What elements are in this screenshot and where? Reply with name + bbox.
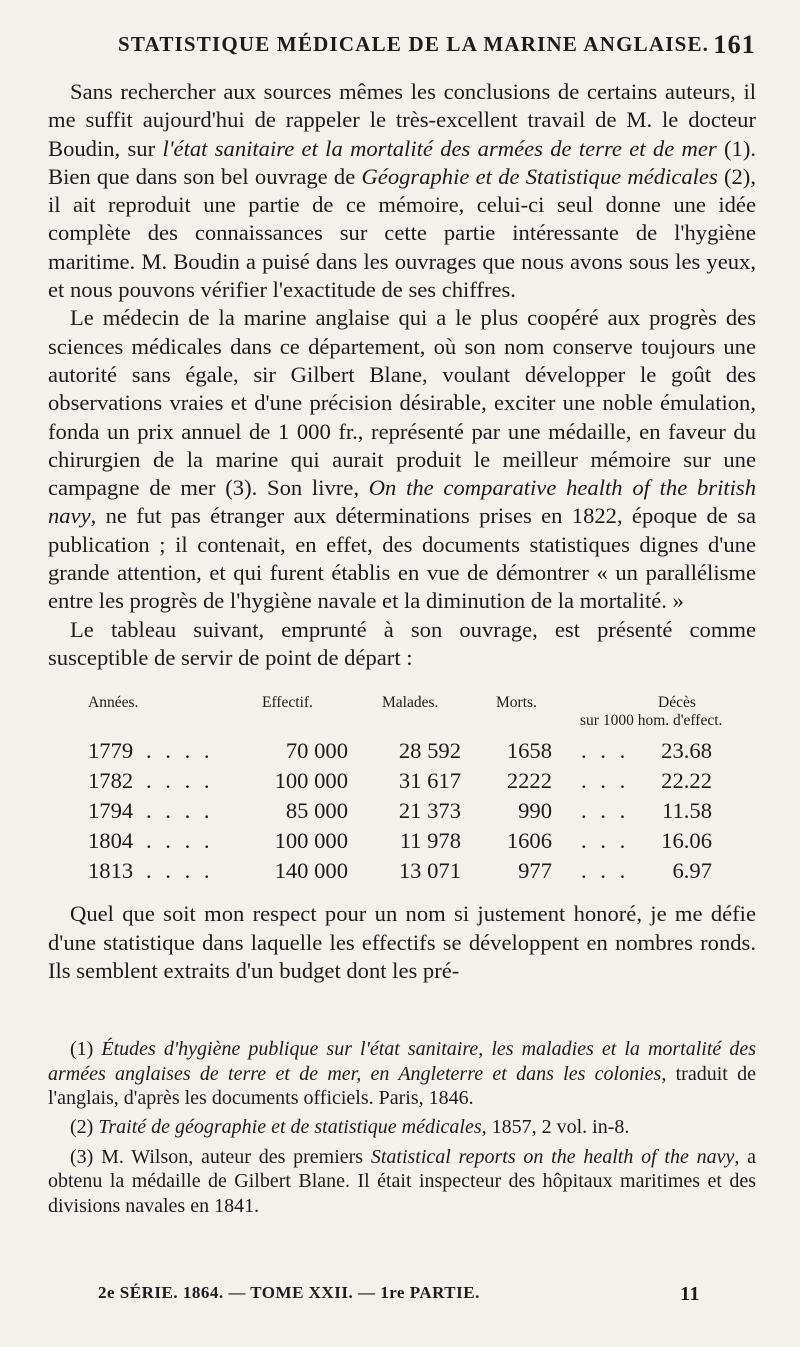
- table-row: [48, 828, 756, 856]
- paragraph: [48, 616, 756, 673]
- table-header-deces-sub: sur 1000 hom. d'effect.: [580, 712, 723, 730]
- cell-effectif: 140 000: [274, 858, 348, 884]
- leader-dots: . . .: [581, 828, 630, 854]
- leader-dots: . . . .: [146, 798, 214, 824]
- cell-morts: 977: [518, 858, 552, 884]
- footnote: [48, 1145, 756, 1218]
- cell-malades: 11 978: [399, 828, 461, 854]
- leader-dots: . . .: [581, 798, 630, 824]
- italic-run: Traité de géographie et de statistique médicales: [98, 1116, 482, 1139]
- footnotes: [48, 1037, 756, 1218]
- footnote: [48, 1037, 756, 1110]
- table-header-deces: Décès: [658, 694, 696, 712]
- table-header-year: Années.: [88, 694, 139, 712]
- italic-run: l'état sanitaire et la mortalité des armées de terre et de mer: [162, 135, 717, 161]
- text-run: Sans rechercher aux sources mêmes les conclusions de certains auteurs, il me suffit aujourd'hui de rappeler le très-excellent travail de M. le docteur Boudin, sur: [48, 79, 756, 161]
- book-page: [48, 30, 756, 1330]
- paragraph: [48, 78, 756, 304]
- table-header-effectif: Effectif.: [262, 694, 313, 712]
- cell-deces: 23.68: [661, 738, 712, 764]
- page-number: 161: [713, 30, 756, 59]
- text-run: , a obtenu la médaille de Gilbert Blane. Il était inspecteur des hôpitaux maritimes et des divisions navales en 1841.: [48, 1145, 756, 1217]
- text-run: (2), il ait reproduit une partie de ce mémoire, celui-ci seul donne une idée complète des connaissances sur cette partie intéressante de l'hygiène maritime. M. Boudin a puisé dans les ouvrages que nous avons sous les yeux, et nous pouvons vérifier l'exactitude de ses chiffres.: [48, 163, 756, 303]
- cell-malades: 13 071: [398, 858, 461, 884]
- cell-year: 1813: [88, 858, 134, 884]
- sheet-number: 11: [680, 1283, 700, 1305]
- leader-dots: . . .: [581, 738, 630, 764]
- cell-effectif: 100 000: [274, 828, 348, 854]
- text-run: (1): [70, 1038, 102, 1061]
- leader-dots: . . . .: [146, 768, 214, 794]
- paragraph: Quel que soit mon respect pour un nom si justement honoré, je me défie d'une statistique dans laquelle les effectifs se développent en nombres ronds. Ils semblent extraits d'un budget dont les pré-: [48, 901, 756, 983]
- cell-year: 1794: [88, 798, 134, 824]
- body-text: [48, 78, 756, 672]
- leader-dots: . . . .: [146, 858, 214, 884]
- cell-year: 1779: [88, 738, 134, 764]
- text-run: (2): [70, 1116, 99, 1139]
- table-row: [48, 798, 756, 826]
- italic-run: Géographie et de Statistique médicales: [361, 163, 718, 189]
- text-run: Le tableau suivant, emprunté à son ouvrage, est présenté comme susceptible de servir de point de départ :: [48, 616, 756, 670]
- text-run: , ne fut pas étranger aux déterminations prises en 1822, époque de sa publication ; il contenait, en effet, des documents statistiques dignes d'une grande attention, et qui furent établis en vue de démontrer « un parallélisme entre les progrès de l'hygiène navale et la diminution de la mortalité. »: [48, 503, 756, 614]
- text-run: (1). Bien que dans son bel ouvrage de: [48, 135, 756, 189]
- cell-effectif: 100 000: [274, 768, 348, 794]
- cell-deces: 22.22: [661, 768, 712, 794]
- cell-deces: 11.58: [662, 798, 712, 824]
- body-text-continued: [48, 900, 756, 985]
- cell-malades: 31 617: [398, 768, 461, 794]
- running-head: [48, 30, 756, 70]
- cell-year: 1804: [88, 828, 134, 854]
- cell-deces: 16.06: [661, 828, 712, 854]
- cell-malades: 21 373: [398, 798, 461, 824]
- paragraph: [48, 304, 756, 615]
- italic-run: Études d'hygiène publique sur l'état sanitaire, les maladies et la mortalité des armées anglaises de terre et de mer, en Angleterre et dans les colonies: [48, 1038, 756, 1085]
- italic-run: Statistical reports on the health of the navy: [370, 1145, 735, 1168]
- text-run: , 1857, 2 vol. in-8.: [481, 1116, 630, 1139]
- signature-line: 2e SÉRIE. 1864. — TOME XXII. — 1re PARTIE.: [98, 1283, 480, 1302]
- cell-effectif: 85 000: [285, 798, 348, 824]
- leader-dots: . . . .: [146, 828, 214, 854]
- table-row: [48, 738, 756, 766]
- leader-dots: . . .: [581, 768, 630, 794]
- cell-morts: 1606: [506, 828, 552, 854]
- cell-morts: 1658: [506, 738, 552, 764]
- mortality-table: [48, 694, 756, 890]
- running-title: STATISTIQUE MÉDICALE DE LA MARINE ANGLAISE.: [118, 32, 710, 56]
- text-run: Le médecin de la marine anglaise qui a le plus coopéré aux progrès des sciences médicales dans ce département, où son nom conserve toujours une autorité sans égale, sir Gilbert Blane, voulant développer le goût des observations vraies et d'une précision désirable, exciter une noble émulation, fonda un prix annuel de 1 000 fr., représenté par une médaille, en faveur du chirurgien de la marine qui aurait produit le meilleur mémoire sur une campagne de mer (3). Son livre,: [48, 305, 756, 501]
- cell-malades: 28 592: [398, 738, 461, 764]
- text-run: , traduit de l'anglais, d'après les documents officiels. Paris, 1846.: [48, 1062, 756, 1109]
- cell-deces: 6.97: [672, 858, 712, 884]
- table-header-morts: Morts.: [496, 694, 537, 712]
- table-row: [48, 858, 756, 886]
- cell-morts: 2222: [506, 768, 552, 794]
- footnote: [48, 1115, 756, 1139]
- italic-run: On the comparative health of the british navy: [48, 475, 757, 529]
- text-run: (3) M. Wilson, auteur des premiers: [70, 1145, 371, 1168]
- cell-year: 1782: [88, 768, 134, 794]
- table-row: [48, 768, 756, 796]
- cell-morts: 990: [518, 798, 552, 824]
- cell-effectif: 70 000: [285, 738, 348, 764]
- leader-dots: . . . .: [146, 738, 214, 764]
- page-footer: [48, 1283, 756, 1313]
- table-header-malades: Malades.: [382, 694, 439, 712]
- leader-dots: . . .: [581, 858, 630, 884]
